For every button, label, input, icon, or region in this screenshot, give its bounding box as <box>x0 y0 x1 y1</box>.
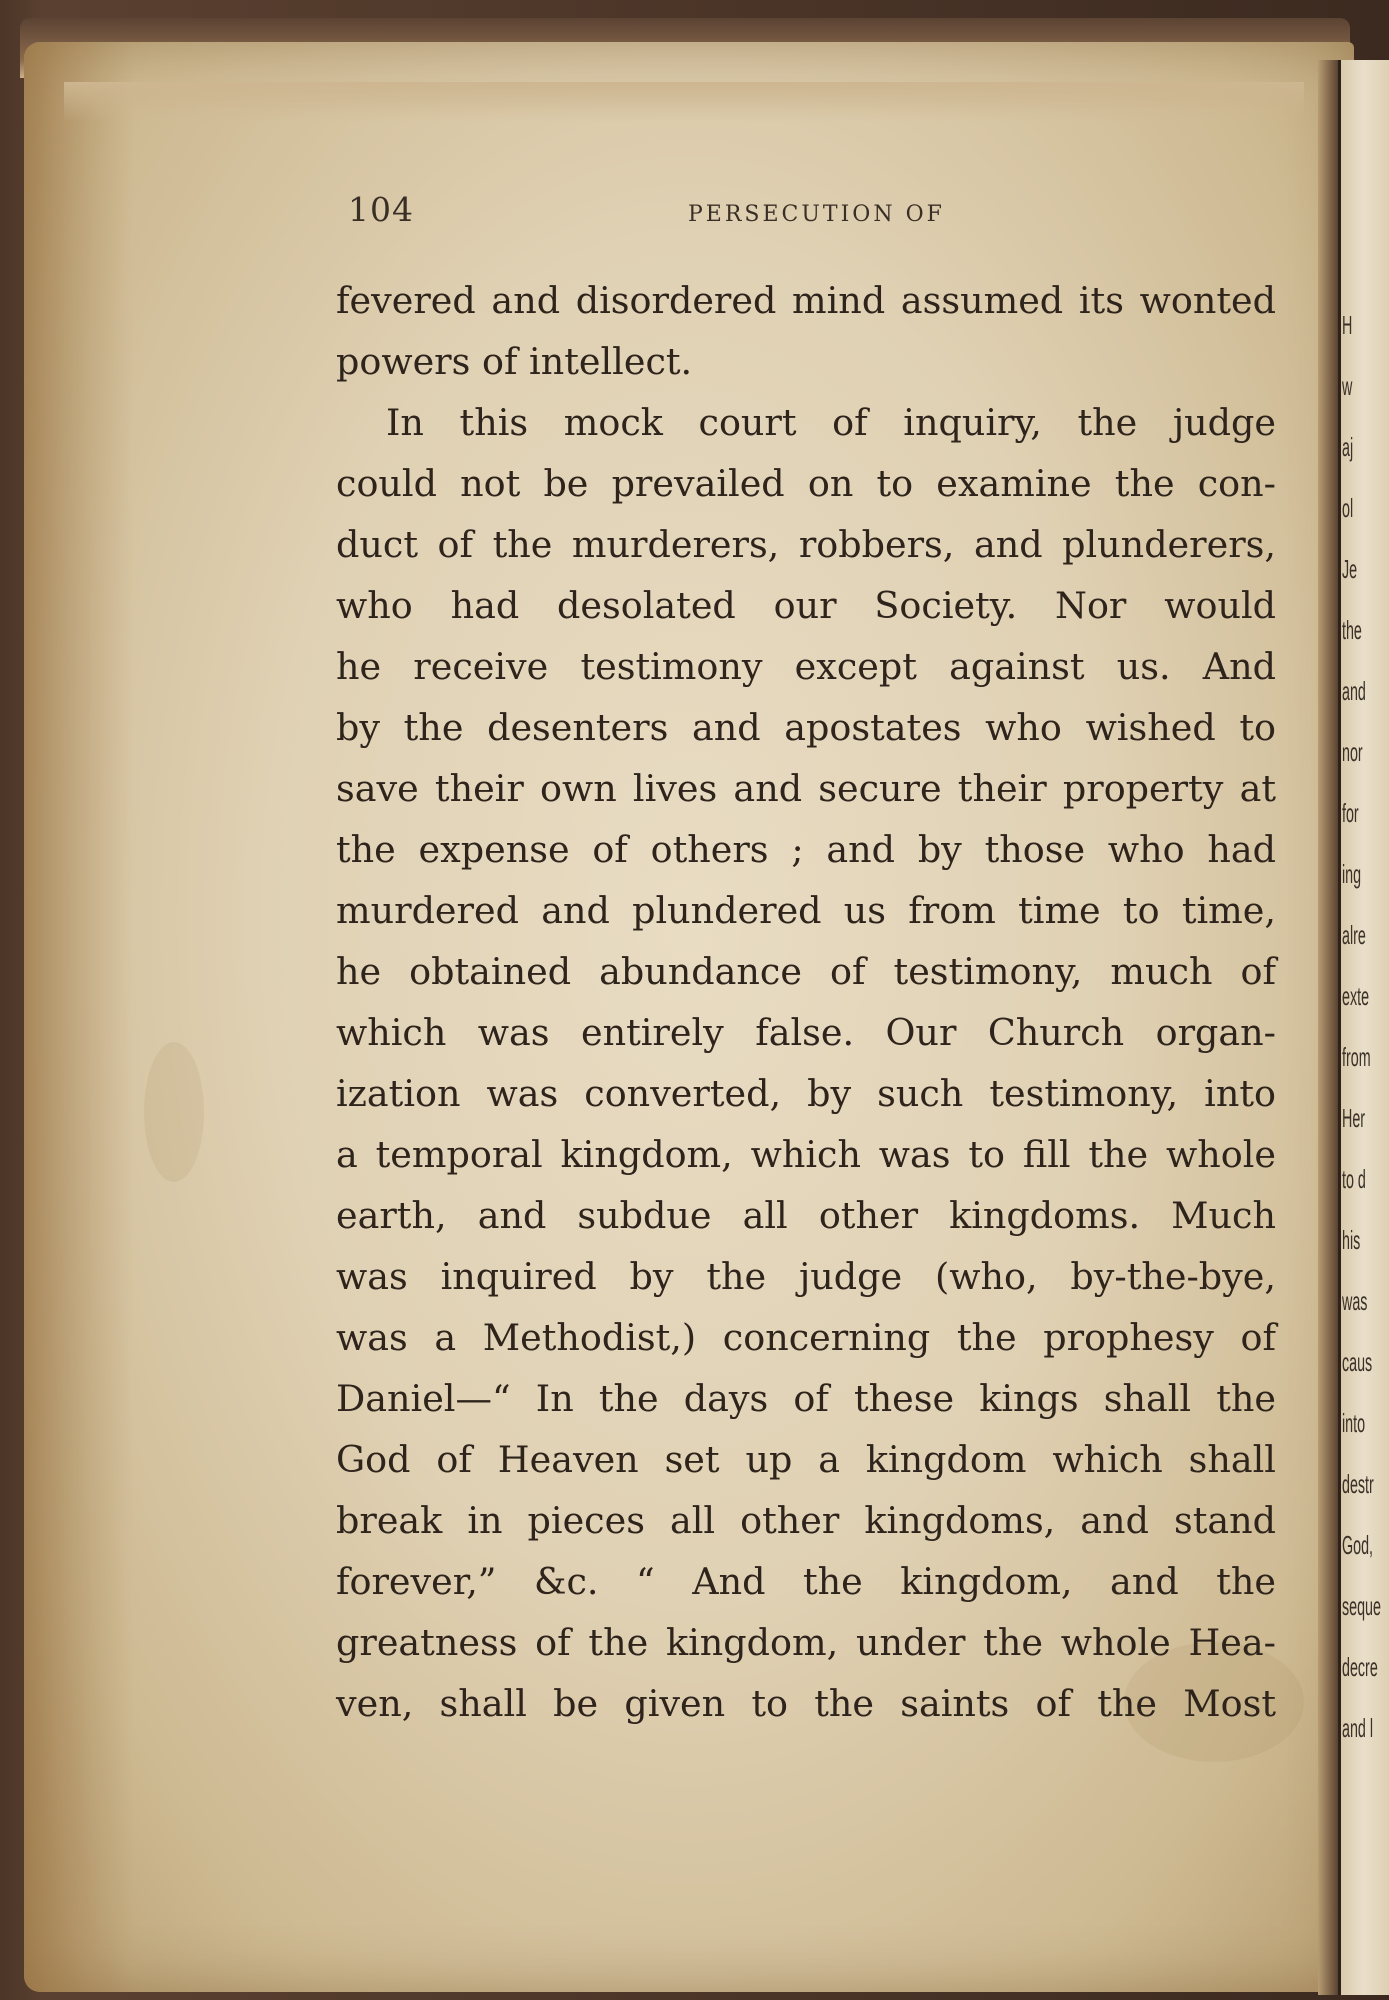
text-line: forever,” &c. “ And the kingdom, and the <box>336 1560 1276 1603</box>
text-line: greatness of the kingdom, under the whole Hea- <box>336 1621 1276 1664</box>
facing-page-edge <box>1338 60 1389 1995</box>
text-line: which was entirely false. Our Church organ- <box>336 1011 1276 1054</box>
facing-page-fragment: ol <box>1342 493 1354 523</box>
page-stain <box>144 1042 204 1182</box>
text-line: was inquired by the judge (who, by-the-bye, <box>336 1255 1276 1298</box>
facing-page-fragment: nor <box>1342 737 1363 767</box>
facing-page-fragment: God, <box>1342 1530 1374 1560</box>
facing-page-fragment: and l <box>1342 1713 1374 1743</box>
text-line: who had desolated our Society. Nor would <box>336 584 1276 627</box>
facing-page-fragment: Her <box>1342 1103 1366 1133</box>
facing-page-fragment: for <box>1342 798 1359 828</box>
text-line: he receive testimony except against us. And <box>336 645 1276 688</box>
text-line: Daniel—“ In the days of these kings shall the <box>336 1377 1276 1420</box>
facing-page-fragment: was <box>1342 1286 1368 1316</box>
facing-page-fragment: and <box>1342 676 1366 706</box>
text-line: God of Heaven set up a kingdom which shall <box>336 1438 1276 1481</box>
text-line: earth, and subdue all other kingdoms. Much <box>336 1194 1276 1237</box>
facing-page-fragment: Je <box>1342 554 1358 584</box>
text-line: break in pieces all other kingdoms, and stand <box>336 1499 1276 1542</box>
facing-page-fragment: ing <box>1342 859 1362 889</box>
facing-page-fragment: aj <box>1342 432 1354 462</box>
facing-page-fragment: alre <box>1342 920 1366 950</box>
text-line: duct of the murderers, robbers, and plunderers, <box>336 523 1276 566</box>
text-line: could not be prevailed on to examine the con- <box>336 462 1276 505</box>
facing-page-fragment: from <box>1342 1042 1371 1072</box>
running-head <box>348 190 1278 240</box>
text-line: In this mock court of inquiry, the judge <box>386 401 1276 444</box>
facing-page-fragment: caus <box>1342 1347 1373 1377</box>
facing-page-fragment: into <box>1342 1408 1366 1438</box>
facing-page-fragment: the <box>1342 615 1362 645</box>
text-line: save their own lives and secure their property at <box>336 767 1276 810</box>
text-line: murdered and plundered us from time to time, <box>336 889 1276 932</box>
facing-page-fragment: seque <box>1342 1591 1381 1621</box>
text-line: fevered and disordered mind assumed its wonted <box>336 279 1276 322</box>
text-line: a temporal kingdom, which was to fill the whole <box>336 1133 1276 1176</box>
text-line: the expense of others ; and by those who had <box>336 828 1276 871</box>
page-number: 104 <box>348 190 414 229</box>
facing-page-fragment: w <box>1342 371 1353 401</box>
text-line: by the desenters and apostates who wished to <box>336 706 1276 749</box>
text-line: he obtained abundance of testimony, much of <box>336 950 1276 993</box>
facing-page-fragment: destr <box>1342 1469 1374 1499</box>
page-top-shading <box>64 82 1304 122</box>
facing-page-fragment: his <box>1342 1225 1361 1255</box>
facing-page-fragment: to d <box>1342 1164 1366 1194</box>
facing-page-fragment: H <box>1342 310 1353 340</box>
body-text <box>336 270 1276 1734</box>
text-line: powers of intellect. <box>336 340 693 383</box>
text-line: ven, shall be given to the saints of the Most <box>336 1682 1276 1725</box>
text-line: ization was converted, by such testimony, into <box>336 1072 1276 1115</box>
facing-page-fragment: exte <box>1342 981 1370 1011</box>
text-line: was a Methodist,) concerning the prophesy of <box>336 1316 1276 1359</box>
running-title: PERSECUTION OF <box>688 202 945 227</box>
facing-page-rule <box>1338 60 1341 1995</box>
facing-page-fragment: decre <box>1342 1652 1378 1682</box>
